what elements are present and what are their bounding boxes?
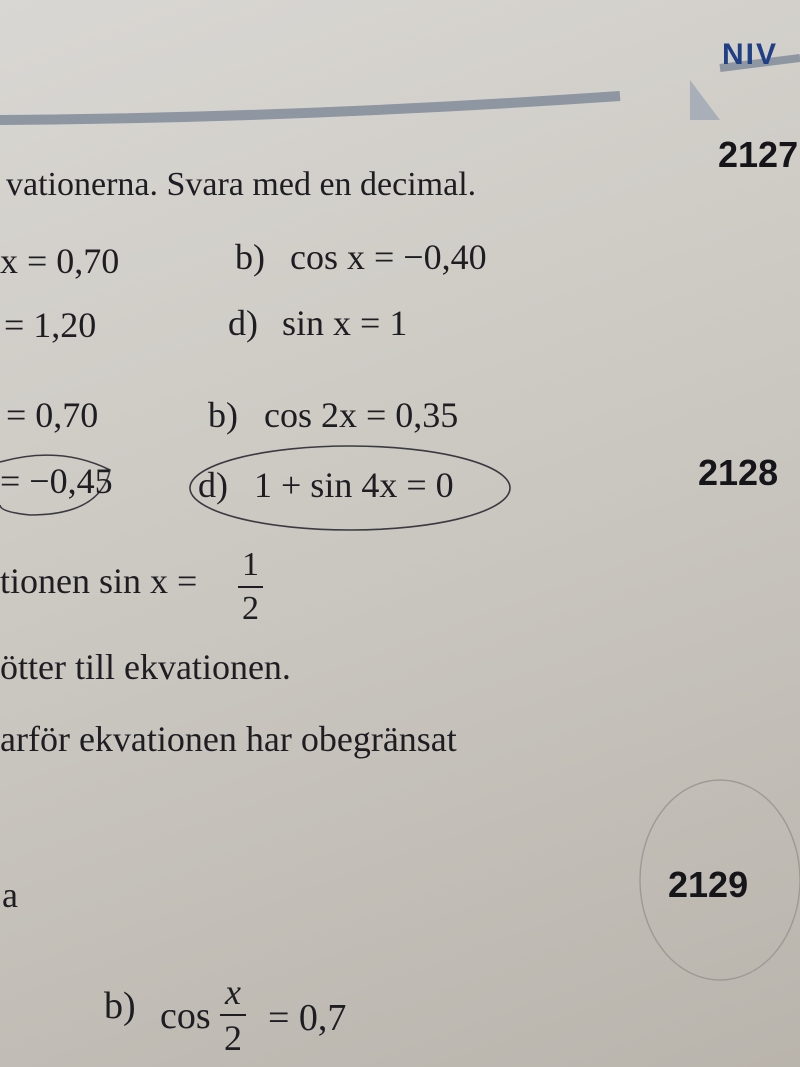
eq-2129-result: = 0,7 xyxy=(268,997,347,1039)
frac-x: x xyxy=(225,972,241,1012)
instruction-text: vationerna. Svara med en decimal. xyxy=(6,166,477,203)
header-corner xyxy=(690,80,720,120)
level-label: NIV xyxy=(722,38,779,71)
text-rotter: ötter till ekvationen. xyxy=(0,647,291,687)
eq-row1-a: x = 0,70 xyxy=(0,241,120,281)
eq-row2-a: = 1,20 xyxy=(4,305,97,345)
frac-bar-2 xyxy=(220,1014,246,1016)
eq-sin-fraction xyxy=(238,548,263,626)
text-obegransat: arför ekvationen har obegränsat xyxy=(0,719,457,759)
text-a: a xyxy=(2,875,18,915)
frac-2: 2 xyxy=(224,1018,242,1058)
eq-label-d: d) xyxy=(228,303,258,343)
eq-2127-label-d: d) xyxy=(198,465,228,505)
eq-row1-b: cos x = −0,40 xyxy=(290,237,487,277)
eq-2127-b: cos 2x = 0,35 xyxy=(264,395,459,435)
eq-2127-d: 1 + sin 4x = 0 xyxy=(254,465,454,505)
eq-sin-prefix: tionen sin x = xyxy=(0,561,198,601)
frac-bar xyxy=(238,586,263,588)
problem-number-2129: 2129 xyxy=(668,864,749,905)
frac-denominator: 2 xyxy=(242,590,259,627)
eq-2129-label-b: b) xyxy=(104,985,136,1027)
eq-2129-cos: cos xyxy=(160,995,211,1037)
problem-number-2128: 2128 xyxy=(698,452,779,493)
eq-label-b: b) xyxy=(235,237,265,277)
frac-numerator: 1 xyxy=(242,546,259,583)
eq-2127-c: = −0,45 xyxy=(0,461,113,501)
eq-2127-a: = 0,70 xyxy=(6,395,99,435)
problem-number-2127: 2127 xyxy=(718,134,799,175)
header-rule xyxy=(0,96,620,120)
eq-2127-label-b: b) xyxy=(208,395,238,435)
eq-2129-fraction xyxy=(220,974,246,1056)
eq-row2-d: sin x = 1 xyxy=(282,303,408,343)
